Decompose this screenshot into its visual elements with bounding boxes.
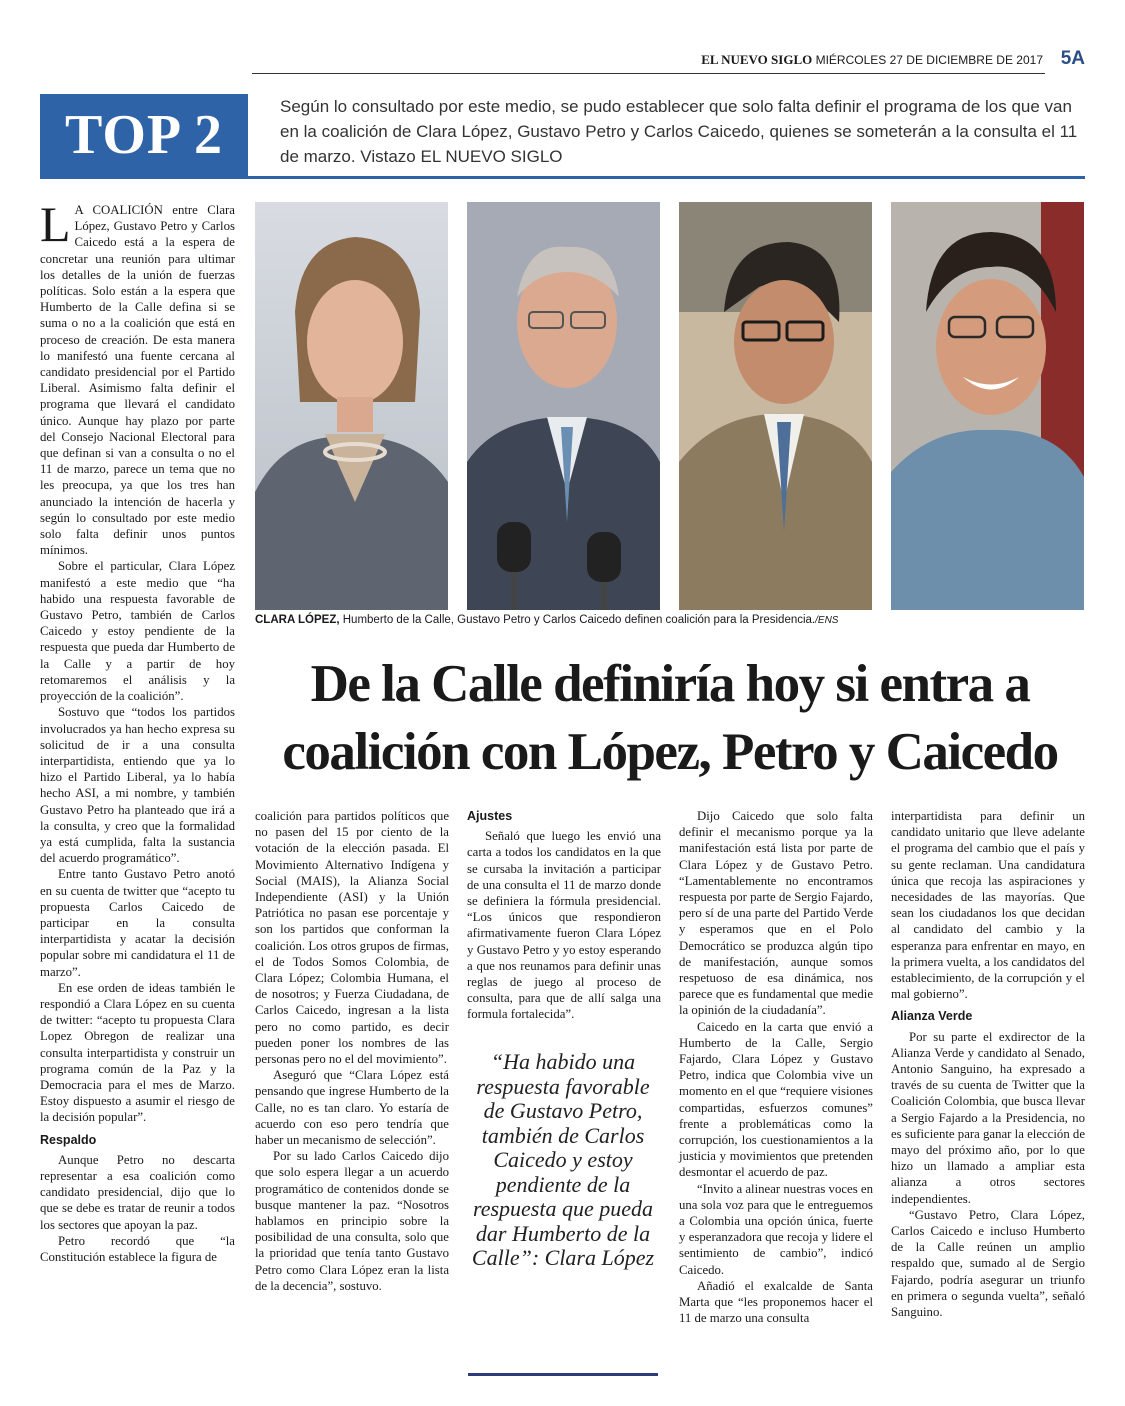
photo-caption [255,614,1085,626]
paragraph: Caicedo en la carta que envió a Humberto de la Calle, Sergio Fajardo, Clara López y Gustavo Petro, indica que Colombia vive un momento en el que “requiere visiones compartidas, esfuerzos comunes” frente a problemáticas como la corrupción, los cuestionamientos a la justicia y movimientos que pretenden desmontar el acuerdo de paz. [679,1019,873,1180]
header-rule [252,73,1045,74]
caption-text: Humberto de la Calle, Gustavo Petro y Carlos Caicedo definen coalición para la Presidencia. [339,614,816,626]
paragraph: Entre tanto Gustavo Petro anotó en su cuenta de twitter que “acepto tu propuesta Carlos Caicedo de participar en la consulta interpartidista y acatar la decisión popular sobre mi candidatura el 11 de marzo”. [40,867,235,979]
photo-humberto-de-la-calle [467,202,660,610]
caption-credit: /ENS [815,615,839,626]
page-number-text: 5A [1060,48,1085,69]
paragraph: Por su parte el exdirector de la Alianza Verde y candidato al Senado, Antonio Sanguino, ha expresado a través de su cuenta de Twitter que la Coalición Colombia, que busca llevar a Sergio Fajardo a la Presidencia, no es suficiente para ganar la elección de mayo del próximo año, por lo que hizo un llamado a ampliar esta alianza a otros sectores independientes. [891,1029,1085,1206]
paragraph: En ese orden de ideas también le respondió a Clara López en su cuenta de twitter: “acepto tu propuesta Clara Lopez Obregon de realizar una consulta interpartidista y construir un programa común de la Paz y la Democracia para el mes de Marzo. Estoy dispuesto a asumir el riesgo de la decisión popular”. [40,980,235,1125]
issue-date: MIÉRCOLES 27 DE DICIEMBRE DE 2017 [815,53,1043,67]
photo-carlos-caicedo [891,202,1084,610]
paragraph: Sostuvo que “todos los partidos involucrados ya han hecho expresa su solicitud de ir a una consulta interpartidista, entiendo que ya lo hizo el Partido Liberal, ya lo había hecho ASI, a mi nombre, y también Gustavo Petro ha planteado que irá a la consulta, y creo que la formalidad ya está cumplida, falta la sustancia del acuerdo programático”. [40,705,235,866]
lead-text: entre Clara López, Gustavo Petro y Carlos Caicedo está a la espera de concretar una reunión para ultimar los detalles de la unión de fuerzas políticas. Solo están a la espera que Humberto de la Calle defina si se suma o no a la coalición que está en proceso de creación. De esta manera lo manifestó una fuente cercana al candidato presidencial por el Partido Liberal. Asimismo falta definir el programa que llevará el candidato único. Aunque hay plazo por parte del Consejo Nacional Electoral para que definan si van a consulta o no el 11 de marzo, parece un tema que no les preocupa, ya que los tres han anunciado la intención de hacerla y según lo consultado por este medio solo falta definir unos puntos mínimos. [40,203,235,558]
paragraph: “Invito a alinear nuestras voces en una sola voz para que le entreguemos a Colombia una opción única, fuerte y esperanzadora que recoja y lidere el sentimiento de cambio”, indicó Caicedo. [679,1181,873,1277]
photo-clara-lopez [255,202,448,610]
lead-paragraph [40,196,235,558]
article-column-2 [255,808,449,1294]
paragraph: “Gustavo Petro, Clara López, Carlos Caicedo e incluso Humberto de la Calle reúnen un amplio respaldo que, sumado al de Sergio Fajardo, podría asegurar un triunfo en primera o segunda vuelta”, señaló Sanguino. [891,1207,1085,1320]
banner-intro: Según lo consultado por este medio, se pudo establecer que solo falta definir el programa de los que van en la coalición de Clara López, Gustavo Petro y Carlos Caicedo, quienes se someterán a la consulta el 11 de marzo. Vistazo EL NUEVO SIGLO [280,97,1078,166]
paragraph: Dijo Caicedo que solo falta definir el mecanismo porque ya la manifestación está lista por parte de Clara López y de Gustavo Petro. “Lamentablemente no encontramos respuesta por parte de Sergio Fajardo, pero sí de una parte del Partido Verde y esperamos que en el Polo Democrático se produzca algún tipo de manifestación, aunque somos respetuoso de esa dinámica, nos parece que es fundamental que medie la opinión de la ciudadanía”. [679,809,873,1018]
paragraph: Señaló que luego les envió una carta a todos los candidatos en la que se cursaba la invitación a participar de una consulta el 11 de marzo donde se definiera la fórmula presidencial. “Los únicos que respondieron afirmativamente fueron Clara López y Gustavo Petro y yo estoy esperando a que nos reunamos para definir unas reglas de juego al proceso de consulta, para que de allí salga una formula fortalecida”. [467,829,661,1022]
headline-line-2: coalición con López, Petro y Caicedo [282,723,1058,781]
masthead [701,52,1043,68]
pull-quote: “Ha habido una respuesta favorable de Gustavo Petro, también de Carlos Caicedo y estoy pendiente de la respuesta que pueda dar Humberto de la Calle”: Clara López [471,1049,655,1270]
paragraph: Aunque Petro no descarta representar a esa coalición como candidato presidencial, dijo que lo que se debe es tratar de reunir a todos los sectores que apoyan la paz. [40,1152,235,1232]
article-column-4 [679,808,873,1327]
article-column-3 [467,808,661,1023]
paragraph: Sobre el particular, Clara López manifestó a este medio que “ha habido una respuesta favorable de Gustavo Petro, también de Carlos Caicedo y estoy pendiente de la respuesta que pueda dar Humberto de la Calle y a partir de hoy retomaremos el análisis y la proyección de la coalición”. [40,559,235,704]
photo-gustavo-petro [679,202,872,610]
banner-rule [40,176,1085,179]
paragraph: interpartidista para definir un candidato unitario que lleve adelante el programa del cambio que el país y su gente reclaman. Una candidatura única que recoja las aspiraciones y necesidades de las mayorías. Que sean los ciudadanos los que decidan al candidato del cambio y la esperanza para enfrentar en mayo, en la primera vuelta, a los candidatos del establecimiento, de la corrupción y el mal gobierno”. [891,809,1085,1002]
article-headline [250,650,1090,786]
paragraph: Añadió el exalcalde de Santa Marta que “les proponemos hacer el 11 de marzo una consulta [679,1278,873,1326]
subhead-ajustes: Ajustes [467,809,513,823]
paragraph: Aseguró que “Clara López está pensando que ingrese Humberto de la Calle, no es tan claro. Yo estaría de acuerdo con eso pero tendría que haber un mecanismo de selección”. [255,1068,449,1148]
publication-name: EL NUEVO SIGLO [701,52,813,67]
subhead-respaldo: Respaldo [40,1132,97,1147]
caption-name: CLARA LÓPEZ, [255,614,340,626]
lead-smallcaps: A COALICIÓN [74,203,163,217]
drop-cap: L [40,196,71,252]
top2-label: TOP 2 [40,94,248,176]
headline-line-1: De la Calle definiría hoy si entra a [310,655,1030,713]
article-column-1 [40,196,235,1265]
article-column-5 [891,808,1085,1320]
subhead-alianza-verde: Alianza Verde [891,1009,973,1024]
page-number-box [1061,48,1085,70]
paragraph: Por su lado Carlos Caicedo dijo que solo espera llegar a un acuerdo programático de contenidos donde se busque mantener la paz. “Nosotros hablamos en principio sobre la posibilidad de una consulta, solo que la prioridad que tenía tanto Gustavo Petro como Clara López eran la lista de la decencia”, sostuvo. [255,1149,449,1293]
paragraph: Petro recordó que “la Constitución establece la figura de [40,1233,235,1264]
paragraph: coalición para partidos políticos que no pasen del 15 por ciento de la votación de la elección pasada. El Movimiento Alternativo Indígena y Social (MAIS), la Alianza Social Independiente (ASI) y la Unión Patriótica no pasan ese porcentaje y son los partidos que conforman la coalición. Los otros grupos de firmas, el de Todos Somos Colombia, de Clara López; Colombia Humana, el de nosotros; y Fuerza Ciudadana, de Carlos Caicedo, ingresan a la lista pero no como partido, es decir pueden poner los nombres de las personas pero no el del movimiento”. [255,809,449,1067]
pull-quote-rule [468,1373,658,1376]
